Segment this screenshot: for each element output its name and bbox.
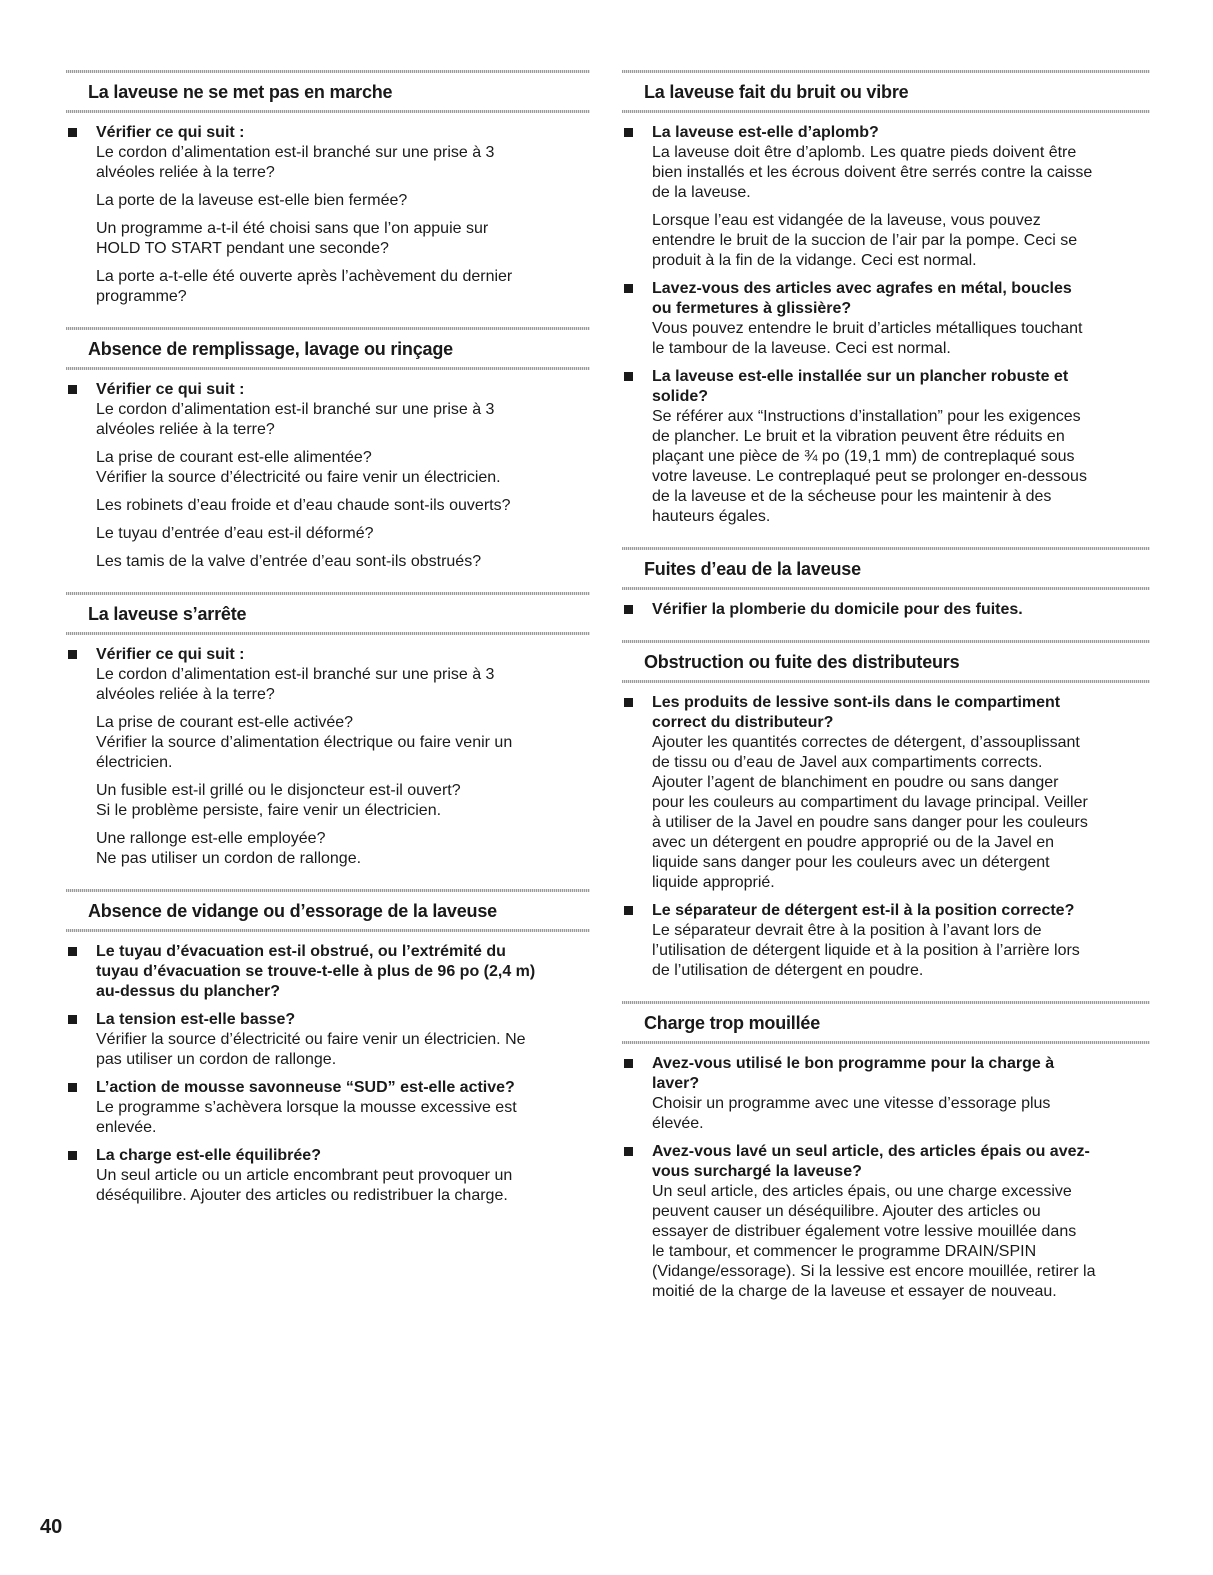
question-line: au-dessus du plancher?: [96, 983, 281, 1000]
answer-line: de la laveuse.: [652, 184, 751, 201]
answer-line: Un seul article, des articles épais, ou une charge excessive: [652, 1183, 1072, 1200]
answer-line: entendre le bruit de la succion de l’air par la pompe. Ceci se: [652, 232, 1078, 249]
answer-line: enlevée.: [96, 1119, 157, 1136]
check-item: [622, 600, 1150, 620]
question-line: L’action de mousse savonneuse “SUD” est-elle active?: [96, 1079, 515, 1096]
answer-line: Vérifier la source d’électricité ou faire venir un électricien.: [96, 469, 501, 486]
question-line: Vérifier ce qui suit :: [96, 381, 245, 398]
answer-line: alvéoles reliée à la terre?: [96, 421, 275, 438]
answer-line: Vérifier la source d’alimentation électrique ou faire venir un: [96, 734, 513, 751]
answer-paragraph: [652, 733, 1150, 893]
check-item: [66, 942, 590, 1002]
answer-line: La prise de courant est-elle alimentée?: [96, 449, 372, 466]
section-title: La laveuse ne se met pas en marche: [88, 82, 393, 102]
section-items: [66, 635, 590, 881]
section-items: [622, 590, 1150, 632]
answer-line: hauteurs égales.: [652, 508, 771, 525]
troubleshooting-section: [66, 68, 590, 319]
section-header: [622, 68, 1150, 113]
answer-paragraph: [96, 552, 590, 572]
check-item: [622, 901, 1150, 981]
question-line: tuyau d’évacuation se trouve-t-elle à plus de 96 po (2,4 m): [96, 963, 536, 980]
question-line: Les produits de lessive sont-ils dans le compartiment: [652, 694, 1061, 711]
item-question: [652, 1054, 1150, 1094]
question-line: La laveuse est-elle d’aplomb?: [652, 124, 879, 141]
answer-paragraph: [96, 524, 590, 544]
answer-paragraph: [96, 1030, 590, 1070]
section-title: Obstruction ou fuite des distributeurs: [644, 652, 960, 672]
square-bullet-icon: [68, 650, 77, 659]
item-question: [96, 942, 590, 1002]
square-bullet-icon: [68, 385, 77, 394]
question-line: La tension est-elle basse?: [96, 1011, 296, 1028]
answer-line: produit à la fin de la vidange. Ceci est normal.: [652, 252, 977, 269]
item-question: [96, 380, 590, 400]
answer-paragraph: [652, 211, 1150, 271]
question-line: laver?: [652, 1075, 700, 1092]
answer-line: peuvent causer un déséquilibre. Ajouter des articles ou: [652, 1203, 1041, 1220]
answer-paragraph: [96, 496, 590, 516]
section-header: [66, 68, 590, 113]
item-question: [96, 1010, 590, 1030]
answer-line: liquide approprié.: [652, 874, 775, 891]
section-header: [622, 638, 1150, 683]
square-bullet-icon: [624, 698, 633, 707]
section-header: [66, 887, 590, 932]
troubleshooting-section: [622, 545, 1150, 632]
answer-paragraph: [96, 448, 590, 488]
answer-line: déséquilibre. Ajouter des articles ou redistribuer la charge.: [96, 1187, 508, 1204]
section-items: [622, 683, 1150, 993]
answer-line: pour les couleurs au compartiment du lavage principal. Veiller: [652, 794, 1088, 811]
answer-line: Le séparateur devrait être à la position à l’avant lors de: [652, 922, 1042, 939]
answer-line: Choisir un programme avec une vitesse d’essorage plus: [652, 1095, 1051, 1112]
section-header: [622, 545, 1150, 590]
check-item: [622, 367, 1150, 527]
item-question: [652, 279, 1150, 319]
answer-line: Lorsque l’eau est vidangée de la laveuse, vous pouvez: [652, 212, 1041, 229]
left-column: [66, 68, 590, 1224]
answer-paragraph: [96, 143, 590, 183]
page-number: 40: [40, 1516, 63, 1538]
question-line: Vérifier ce qui suit :: [96, 124, 245, 141]
check-item: [66, 380, 590, 572]
answer-line: à utiliser de la Javel en poudre sans danger pour les couleurs: [652, 814, 1088, 831]
square-bullet-icon: [624, 372, 633, 381]
question-line: Avez-vous utilisé le bon programme pour la charge à: [652, 1055, 1055, 1072]
square-bullet-icon: [68, 1151, 77, 1160]
answer-line: pas utiliser un cordon de rallonge.: [96, 1051, 337, 1068]
answer-line: programme?: [96, 288, 187, 305]
item-question: [652, 901, 1150, 921]
section-title: Absence de vidange ou d’essorage de la laveuse: [88, 901, 497, 921]
check-item: [66, 645, 590, 869]
answer-line: l’utilisation de détergent liquide et à la position à l’arrière lors: [652, 942, 1080, 959]
section-header: [66, 325, 590, 370]
square-bullet-icon: [624, 1147, 633, 1156]
answer-line: Un fusible est-il grillé ou le disjoncteur est-il ouvert?: [96, 782, 461, 799]
question-line: ou fermetures à glissière?: [652, 300, 852, 317]
answer-line: essayer de distribuer également votre lessive mouillée dans: [652, 1223, 1077, 1240]
item-question: [652, 367, 1150, 407]
answer-line: avec un détergent en poudre approprié ou de la Javel en: [652, 834, 1055, 851]
answer-paragraph: [652, 407, 1150, 527]
item-question: [96, 1146, 590, 1166]
square-bullet-icon: [68, 947, 77, 956]
check-item: [622, 1142, 1150, 1302]
question-line: Le séparateur de détergent est-il à la position correcte?: [652, 902, 1075, 919]
answer-paragraph: [96, 665, 590, 705]
section-items: [622, 113, 1150, 539]
check-item: [66, 1010, 590, 1070]
troubleshooting-section: [622, 638, 1150, 993]
answer-line: HOLD TO START pendant une seconde?: [96, 240, 389, 257]
question-line: La charge est-elle équilibrée?: [96, 1147, 321, 1164]
troubleshooting-section: [622, 68, 1150, 539]
answer-line: alvéoles reliée à la terre?: [96, 164, 275, 181]
check-item: [622, 693, 1150, 893]
answer-paragraph: [96, 267, 590, 307]
answer-paragraph: [96, 400, 590, 440]
section-header: [622, 999, 1150, 1044]
question-line: Lavez-vous des articles avec agrafes en métal, boucles: [652, 280, 1072, 297]
answer-line: votre laveuse. Le contreplaqué peut se prolonger en-dessous: [652, 468, 1087, 485]
troubleshooting-section: [66, 887, 590, 1218]
square-bullet-icon: [68, 1083, 77, 1092]
check-item: [622, 1054, 1150, 1134]
item-question: [652, 693, 1150, 733]
square-bullet-icon: [624, 1059, 633, 1068]
question-line: correct du distributeur?: [652, 714, 834, 731]
answer-line: Si le problème persiste, faire venir un électricien.: [96, 802, 442, 819]
section-items: [66, 113, 590, 319]
answer-line: Le programme s’achèvera lorsque la mousse excessive est: [96, 1099, 517, 1116]
answer-line: Le cordon d’alimentation est-il branché sur une prise à 3: [96, 401, 495, 418]
item-question: [96, 123, 590, 143]
right-column: [622, 68, 1150, 1320]
answer-paragraph: [96, 829, 590, 869]
check-item: [66, 123, 590, 307]
question-line: solide?: [652, 388, 709, 405]
answer-line: de plancher. Le bruit et la vibration peuvent être réduits en: [652, 428, 1065, 445]
square-bullet-icon: [624, 128, 633, 137]
check-item: [622, 279, 1150, 359]
square-bullet-icon: [68, 1015, 77, 1024]
section-title: Absence de remplissage, lavage ou rinçage: [88, 339, 453, 359]
answer-line: élevée.: [652, 1115, 704, 1132]
question-line: Vérifier la plomberie du domicile pour des fuites.: [652, 601, 1023, 618]
item-question: [96, 1078, 590, 1098]
answer-line: de l’utilisation de détergent en poudre.: [652, 962, 924, 979]
answer-paragraph: [96, 781, 590, 821]
answer-paragraph: [96, 1098, 590, 1138]
check-item: [66, 1146, 590, 1206]
answer-line: bien installés et les écrous doivent être serrés contre la caisse: [652, 164, 1093, 181]
answer-paragraph: [652, 921, 1150, 981]
answer-line: Vous pouvez entendre le bruit d’articles métalliques touchant: [652, 320, 1083, 337]
section-title: Charge trop mouillée: [644, 1013, 821, 1033]
question-line: vous surchargé la laveuse?: [652, 1163, 862, 1180]
item-question: [652, 600, 1150, 620]
answer-line: de tissu ou d’eau de Javel aux compartiments corrects.: [652, 754, 1043, 771]
question-line: Vérifier ce qui suit :: [96, 646, 245, 663]
answer-line: Ajouter l’agent de blanchiment en poudre ou sans danger: [652, 774, 1059, 791]
answer-line: Le cordon d’alimentation est-il branché sur une prise à 3: [96, 144, 495, 161]
answer-line: alvéoles reliée à la terre?: [96, 686, 275, 703]
answer-paragraph: [96, 191, 590, 211]
section-title: Fuites d’eau de la laveuse: [644, 559, 861, 579]
answer-line: Se référer aux “Instructions d’installation” pour les exigences: [652, 408, 1081, 425]
answer-line: Ne pas utiliser un cordon de rallonge.: [96, 850, 362, 867]
check-item: [622, 123, 1150, 271]
item-question: [652, 1142, 1150, 1182]
section-items: [66, 370, 590, 584]
answer-paragraph: [96, 713, 590, 773]
answer-line: électricien.: [96, 754, 173, 771]
answer-line: Un programme a-t-il été choisi sans que l’on appuie sur: [96, 220, 489, 237]
answer-paragraph: [652, 1094, 1150, 1134]
answer-line: liquide sans danger pour les couleurs avec un détergent: [652, 854, 1050, 871]
answer-line: Une rallonge est-elle employée?: [96, 830, 326, 847]
troubleshooting-section: [66, 590, 590, 881]
troubleshooting-section: [622, 999, 1150, 1314]
item-question: [96, 645, 590, 665]
check-item: [66, 1078, 590, 1138]
answer-paragraph: [96, 1166, 590, 1206]
question-line: Le tuyau d’évacuation est-il obstrué, ou l’extrémité du: [96, 943, 506, 960]
answer-line: Ajouter les quantités correctes de détergent, d’assouplissant: [652, 734, 1080, 751]
question-line: La laveuse est-elle installée sur un plancher robuste et: [652, 368, 1069, 385]
answer-paragraph: [652, 1182, 1150, 1302]
answer-line: Les robinets d’eau froide et d’eau chaude sont-ils ouverts?: [96, 497, 511, 514]
answer-paragraph: [652, 143, 1150, 203]
answer-line: (Vidange/essorage). Si la lessive est encore mouillée, retirer la: [652, 1263, 1096, 1280]
answer-line: Un seul article ou un article encombrant peut provoquer un: [96, 1167, 513, 1184]
question-line: Avez-vous lavé un seul article, des articles épais ou avez-: [652, 1143, 1090, 1160]
section-items: [66, 932, 590, 1218]
square-bullet-icon: [624, 605, 633, 614]
answer-line: La porte a-t-elle été ouverte après l’achèvement du dernier: [96, 268, 513, 285]
section-header: [66, 590, 590, 635]
answer-line: La prise de courant est-elle activée?: [96, 714, 354, 731]
answer-line: Le cordon d’alimentation est-il branché sur une prise à 3: [96, 666, 495, 683]
section-items: [622, 1044, 1150, 1314]
square-bullet-icon: [624, 906, 633, 915]
square-bullet-icon: [624, 284, 633, 293]
answer-line: le tambour de la laveuse. Ceci est normal.: [652, 340, 951, 357]
section-title: La laveuse s’arrête: [88, 604, 247, 624]
section-title: La laveuse fait du bruit ou vibre: [644, 82, 909, 102]
answer-line: plaçant une pièce de ¾ po (19,1 mm) de contreplaqué sous: [652, 448, 1075, 465]
item-question: [652, 123, 1150, 143]
answer-paragraph: [96, 219, 590, 259]
answer-line: le tambour, et commencer le programme DRAIN/SPIN: [652, 1243, 1037, 1260]
answer-line: Le tuyau d’entrée d’eau est-il déformé?: [96, 525, 374, 542]
answer-line: Les tamis de la valve d’entrée d’eau sont-ils obstrués?: [96, 553, 482, 570]
square-bullet-icon: [68, 128, 77, 137]
answer-line: de la laveuse et de la sécheuse pour les maintenir à des: [652, 488, 1052, 505]
answer-line: Vérifier la source d’électricité ou faire venir un électricien. Ne: [96, 1031, 526, 1048]
answer-line: La porte de la laveuse est-elle bien fermée?: [96, 192, 408, 209]
answer-line: moitié de la charge de la laveuse et essayer de nouveau.: [652, 1283, 1057, 1300]
answer-paragraph: [652, 319, 1150, 359]
troubleshooting-section: [66, 325, 590, 584]
answer-line: La laveuse doit être d’aplomb. Les quatre pieds doivent être: [652, 144, 1077, 161]
